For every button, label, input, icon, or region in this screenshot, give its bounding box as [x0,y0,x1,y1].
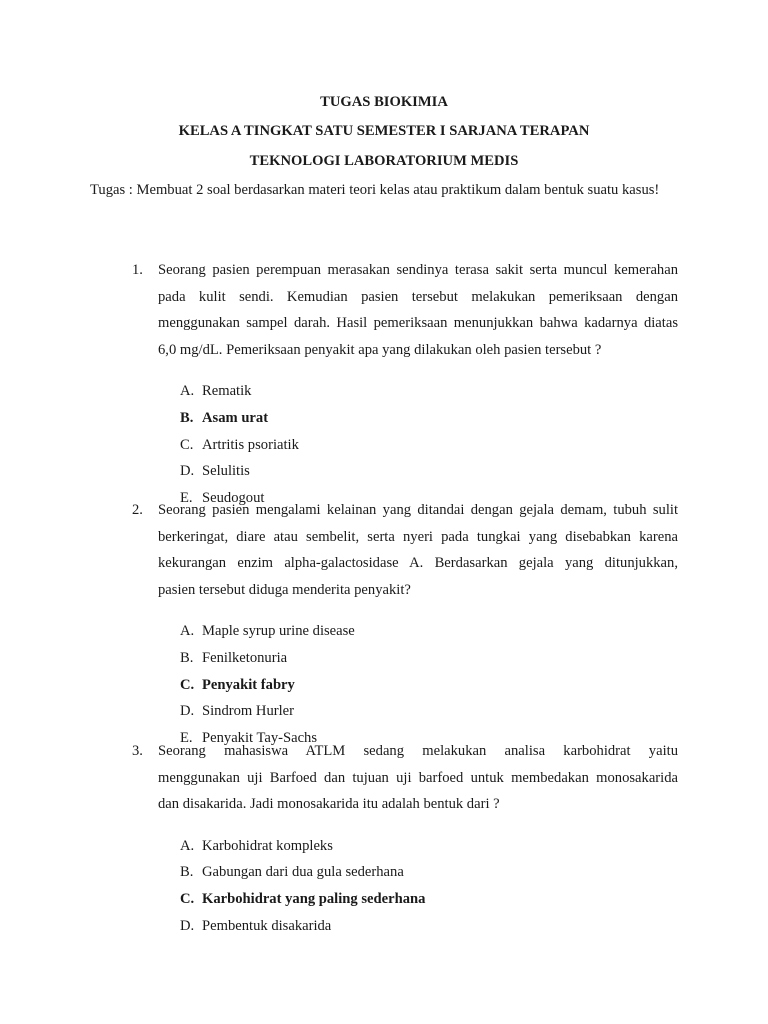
option-text: Pembentuk disakarida [202,917,332,934]
option-text: Rematik [202,383,252,400]
option-letter: C. [180,676,195,693]
option-letter: E. [180,490,193,507]
option-text: Sindrom Hurler [202,703,295,720]
answer-option-a [180,833,678,860]
question-stem-line: menggunakan uji Barfoed dan tujuan uji barfoed untuk membedakan monosakarida [158,769,678,786]
question-stem-line: kekurangan enzim alpha-galactosidase A. Berdasarkan gejala yang ditunjukkan, [158,555,678,572]
question-3 [132,738,678,954]
option-text: Asam urat [202,410,269,427]
question-stem [158,497,678,604]
option-text: Karbohidrat yang paling sederhana [202,891,426,908]
answer-options [180,833,678,940]
option-text: Maple syrup urine disease [202,623,355,640]
option-text: Artritis psoriatik [202,436,299,453]
option-text: Fenilketonuria [202,650,288,667]
question-1 [132,257,678,526]
document-subtitle-program: TEKNOLOGI LABORATORIUM MEDIS [249,153,519,169]
question-stem-line: menggunakan sampel darah. Hasil pemeriksaan menunjukkan bahwa kadarnya diatas [158,315,678,332]
question-stem-line: Seorang mahasiswa ATLM sedang melakukan analisa karbohidrat yaitu [158,743,678,759]
option-letter: D. [180,703,195,720]
option-letter: A. [180,383,195,400]
question-stem-line: pasien tersebut diduga menderita penyakit? [158,582,411,599]
option-letter: A. [180,623,195,640]
option-text: Selulitis [202,463,250,480]
answer-option-d [180,698,678,725]
answer-option-c-correct [180,672,678,699]
question-stem [158,738,678,818]
option-letter: D. [180,917,195,934]
answer-options [180,378,678,511]
question-stem [158,257,678,364]
option-text: Karbohidrat kompleks [202,837,333,854]
option-letter: C. [180,891,195,908]
question-stem-line: 6,0 mg/dL. Pemeriksaan penyakit apa yang dilakukan oleh pasien tersebut ? [158,342,602,359]
question-number: 1. [132,262,143,278]
option-text: Gabungan dari dua gula sederhana [202,864,404,881]
answer-options [180,618,678,751]
option-letter: B. [180,650,194,667]
question-number: 3. [132,743,143,759]
option-letter: E. [180,730,193,747]
document-title: TUGAS BIOKIMIA [320,94,448,110]
answer-option-c [180,432,678,459]
option-letter: D. [180,463,195,480]
answer-option-d [180,458,678,485]
option-letter: B. [180,864,194,881]
option-text: Penyakit Tay-Sachs [202,730,318,747]
question-stem-line: berkeringat, diare atau sembelit, serta nyeri pada tungkai yang disebabkan karena [158,528,678,545]
answer-option-d [180,913,678,940]
answer-option-c-correct [180,886,678,913]
question-stem-line: Seorang pasien perempuan merasakan sendinya terasa sakit serta muncul kemerahan [158,262,678,278]
answer-option-a [180,378,678,405]
option-letter: A. [180,837,195,854]
option-text: Seudogout [202,490,265,507]
answer-option-b [180,859,678,886]
answer-option-a [180,618,678,645]
answer-option-b-correct [180,405,678,432]
question-stem-line: pada kulit sendi. Kemudian pasien tersebut melakukan pemeriksaan dengan [158,288,678,305]
option-text: Penyakit fabry [202,676,295,693]
document-subtitle-class: KELAS A TINGKAT SATU SEMESTER I SARJANA TERAPAN [178,123,590,139]
question-stem-line: dan disakarida. Jadi monosakarida itu adalah bentuk dari ? [158,796,500,813]
option-letter: B. [180,410,194,427]
question-2 [132,497,678,766]
option-letter: C. [180,436,194,453]
assignment-instruction: Tugas : Membuat 2 soal berdasarkan materi teori kelas atau praktikum dalam bentuk suatu kasus! [90,182,660,198]
question-number: 2. [132,502,143,518]
answer-option-b [180,645,678,672]
question-stem-line: Seorang pasien mengalami kelainan yang ditandai dengan gejala demam, tubuh sulit [158,502,678,518]
